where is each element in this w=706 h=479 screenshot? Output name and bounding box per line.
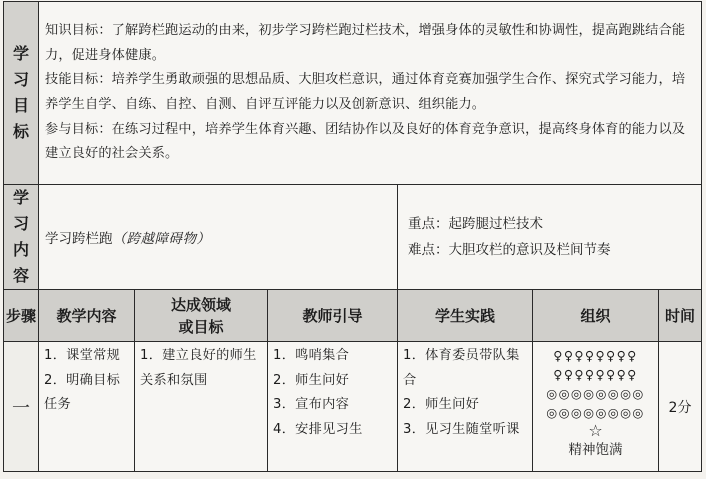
goals-row — [4, 2, 702, 185]
teacher-item: 3．宣布内容 — [273, 397, 350, 412]
male-students-row: ◎◎◎◎◎◎◎◎ — [546, 405, 645, 420]
difficulty-point: 难点：大胆攻栏的意识及栏间节奏 — [408, 242, 611, 258]
row-teacher — [268, 342, 398, 472]
goals-text — [39, 2, 702, 185]
topic-title: 学习跨栏跑 — [45, 231, 113, 247]
lesson-plan-table — [3, 1, 702, 472]
header-domain-line1: 达成领域 — [170, 295, 231, 314]
header-student: 学生实践 — [398, 290, 533, 342]
organization-caption: 精神饱满 — [568, 442, 623, 458]
topic-note: （跨越障碍物） — [112, 231, 211, 247]
header-step: 步骤 — [4, 290, 39, 342]
header-content: 教学内容 — [39, 290, 135, 342]
student-item: 2．师生问好 — [403, 397, 480, 412]
female-students-row: ♀♀♀♀♀♀♀♀ — [553, 348, 638, 363]
header-time: 时间 — [659, 290, 702, 342]
teacher-item: 2．师生问好 — [273, 372, 350, 388]
student-item: 3．见习生随堂听课 — [403, 421, 520, 437]
content-label: 学习内容 — [4, 185, 39, 290]
step-number: 一 — [4, 342, 39, 472]
teacher-item: 4．安排见习生 — [273, 421, 363, 437]
domain-item: 1．建立良好的师生关系和氛围 — [140, 348, 257, 388]
content-topic — [39, 185, 398, 290]
header-domain — [135, 290, 268, 342]
content-item: 2．明确目标任务 — [44, 372, 121, 412]
male-students-row: ◎◎◎◎◎◎◎◎ — [546, 386, 645, 401]
header-teacher: 教师引导 — [268, 290, 398, 342]
row-organization — [533, 342, 659, 472]
goals-label: 学习目标 — [4, 2, 39, 185]
key-points — [398, 185, 702, 290]
header-organization: 组织 — [533, 290, 659, 342]
header-domain-line2: 或目标 — [178, 317, 224, 336]
content-item: 1．课堂常规 — [44, 348, 121, 363]
row-student — [398, 342, 533, 472]
teacher-star-icon: ☆ — [588, 421, 603, 440]
row-domain — [135, 342, 268, 472]
row-time: 2分 — [659, 342, 702, 472]
content-row — [4, 185, 702, 290]
table-row — [4, 342, 702, 472]
row-content — [39, 342, 135, 472]
header-row — [4, 290, 702, 342]
student-item: 1．体育委员带队集合 — [403, 348, 520, 388]
skill-goal: 技能目标：培养学生勇敢顽强的思想品质、大胆攻栏意识，通过体育竞赛加强学生合作、探究式学习能力，培养学生自学、自练、自控、自测、自评互评能力以及创新意识、组织能力。 — [45, 72, 686, 112]
teacher-item: 1．鸣哨集合 — [273, 348, 350, 363]
participation-goal: 参与目标：在练习过程中，培养学生体育兴趣、团结协作以及良好的体育竞争意识，提高终身体育的能力以及建立良好的社会关系。 — [45, 121, 686, 162]
key-point: 重点：起跨腿过栏技术 — [408, 216, 543, 232]
female-students-row: ♀♀♀♀♀♀♀♀ — [553, 367, 638, 382]
knowledge-goal: 知识目标：了解跨栏跑运动的由来，初步学习跨栏跑过栏技术，增强身体的灵敏性和协调性，提高跑跳结合能力，促进身体健康。 — [45, 23, 686, 63]
